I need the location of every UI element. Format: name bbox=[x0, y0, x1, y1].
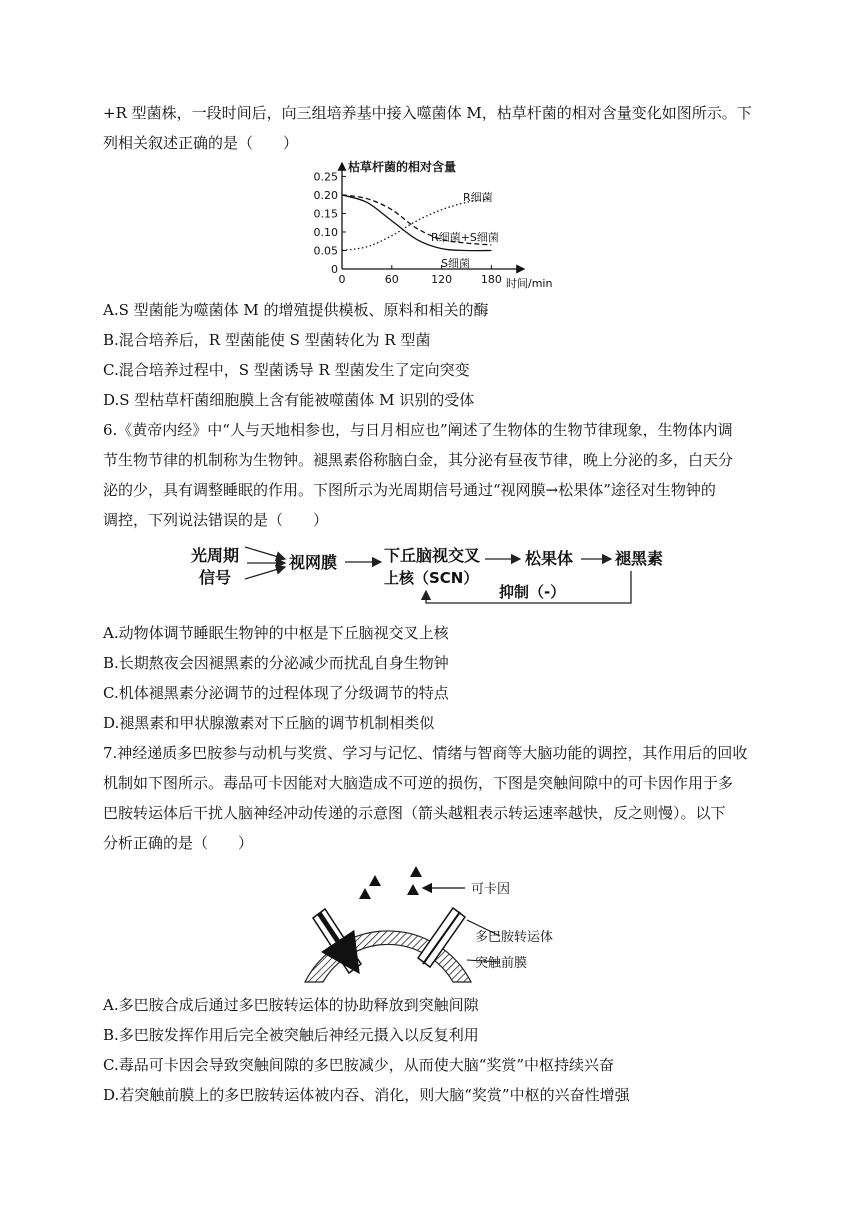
x-tick-label: 180 bbox=[480, 273, 502, 286]
transporter-label: 多巴胺转运体 bbox=[475, 930, 554, 945]
chart-title: 枯草杆菌的相对含量 bbox=[348, 160, 457, 174]
retina-label: 视网膜 bbox=[289, 553, 338, 572]
scn-label-2: 上核（SCN） bbox=[384, 569, 479, 587]
q6-stem-line-1: 6.《黄帝内经》中“人与天地相参也，与日月相应也”阐述了生物体的生物节律现象，生物体内调 bbox=[103, 421, 733, 439]
q6-stem-line-2: 节生物节律的机制称为生物钟。褪黑素俗称脑白金，其分泌有昼夜节律，晚上分泌的多，白天分 bbox=[103, 451, 734, 469]
melatonin-label: 褪黑素 bbox=[615, 549, 664, 568]
circadian-pathway-diagram bbox=[185, 537, 675, 612]
q7-option-c: C.毒品可卡因会导致突触间隙的多巴胺减少，从而使大脑“奖赏”中枢持续兴奋 bbox=[103, 1056, 615, 1074]
q7-stem-line-3: 巴胺转运体后干扰人脑神经冲动传递的示意图（箭头越粗表示转运速率越快，反之则慢）。以下 bbox=[103, 804, 726, 822]
x-tick-label: 60 bbox=[384, 273, 399, 286]
x-axis-label: 时间/min bbox=[506, 277, 553, 290]
y-tick-label: 0.10 bbox=[313, 225, 338, 239]
series-label-s: S细菌 bbox=[441, 257, 470, 270]
q5-stem-line-2: 列相关叙述正确的是（ ） bbox=[103, 134, 299, 152]
signal-arrow-1 bbox=[245, 547, 285, 559]
cocaine-particle bbox=[410, 866, 422, 877]
x-tick-label: 120 bbox=[431, 273, 453, 286]
q5-option-b: B.混合培养后，R 型菌能使 S 型菌转化为 R 型菌 bbox=[103, 331, 431, 349]
q7-stem-line-2: 机制如下图所示。毒品可卡因能对大脑造成不可逆的损伤，下图是突触间隙中的可卡因作用于多 bbox=[103, 774, 734, 792]
cocaine-label: 可卡因 bbox=[471, 882, 511, 897]
q5-option-a: A.S 型菌能为噬菌体 M 的增殖提供模板、原料和相关的酶 bbox=[103, 301, 489, 319]
q6-option-b: B.长期熬夜会因褪黑素的分泌减少而扰乱自身生物钟 bbox=[103, 654, 449, 672]
inhibit-label: 抑制（-） bbox=[499, 583, 566, 601]
signal-arrow-3 bbox=[245, 567, 285, 579]
q7-stem-line-1: 7.神经递质多巴胺参与动机与奖赏、学习与记忆、情绪与智商等大脑功能的调控，其作用后的回收 bbox=[103, 744, 748, 762]
light-signal-label-2: 信号 bbox=[199, 568, 232, 587]
q6-option-d: D.褪黑素和甲状腺激素对下丘脑的调节机制相类似 bbox=[103, 714, 435, 732]
y-tick-label: 0 bbox=[331, 263, 338, 276]
x-tick-label: 0 bbox=[338, 273, 346, 286]
q6-stem-line-4: 调控，下列说法错误的是（ ） bbox=[103, 511, 329, 529]
q6-option-c: C.机体褪黑素分泌调节的过程体现了分级调节的特点 bbox=[103, 684, 449, 702]
cocaine-particle bbox=[369, 875, 381, 886]
q7-stem-line-4: 分析正确的是（ ） bbox=[103, 834, 254, 852]
q6-stem-line-3: 泌的少，具有调整睡眠的作用。下图所示为光周期信号通过“视网膜→松果体”途径对生物钟的 bbox=[103, 481, 716, 499]
scn-label-1: 下丘脑视交叉 bbox=[384, 546, 481, 565]
q5-option-c: C.混合培养过程中，S 型菌诱导 R 型菌发生了定向突变 bbox=[103, 361, 470, 379]
q6-option-a: A.动物体调节睡眠生物钟的中枢是下丘脑视交叉上核 bbox=[103, 624, 449, 642]
y-tick-label: 0.15 bbox=[313, 207, 338, 221]
cocaine-particle bbox=[407, 884, 419, 895]
y-tick-label: 0.20 bbox=[313, 188, 338, 202]
y-tick-label: 0.25 bbox=[313, 170, 338, 184]
synapse-figure bbox=[295, 860, 575, 988]
membrane-label: 突触前膜 bbox=[475, 956, 528, 971]
q7-option-b: B.多巴胺发挥作用后完全被突触后神经元摄入以反复利用 bbox=[103, 1026, 479, 1044]
q5-stem-line-1: +R 型菌株，一段时间后，向三组培养基中接入噬菌体 M，枯草杆菌的相对含量变化如图所示。下 bbox=[103, 104, 752, 122]
y-tick-label: 0.05 bbox=[313, 244, 338, 258]
q5-option-d: D.S 型枯草杆菌细胞膜上含有能被噬菌体 M 识别的受体 bbox=[103, 391, 475, 409]
pineal-label: 松果体 bbox=[525, 549, 574, 568]
series-label-rs: R细菌+S细菌 bbox=[431, 231, 499, 244]
series-label-r: R细菌 bbox=[463, 191, 493, 204]
light-signal-label-1: 光周期 bbox=[191, 546, 240, 565]
bacteria-content-chart bbox=[313, 157, 558, 295]
q7-option-a: A.多巴胺合成后通过多巴胺转运体的协助释放到突触间隙 bbox=[103, 996, 479, 1014]
cocaine-particle bbox=[359, 888, 371, 899]
q7-option-d: D.若突触前膜上的多巴胺转运体被内吞、消化，则大脑“奖赏”中枢的兴奋性增强 bbox=[103, 1086, 630, 1104]
